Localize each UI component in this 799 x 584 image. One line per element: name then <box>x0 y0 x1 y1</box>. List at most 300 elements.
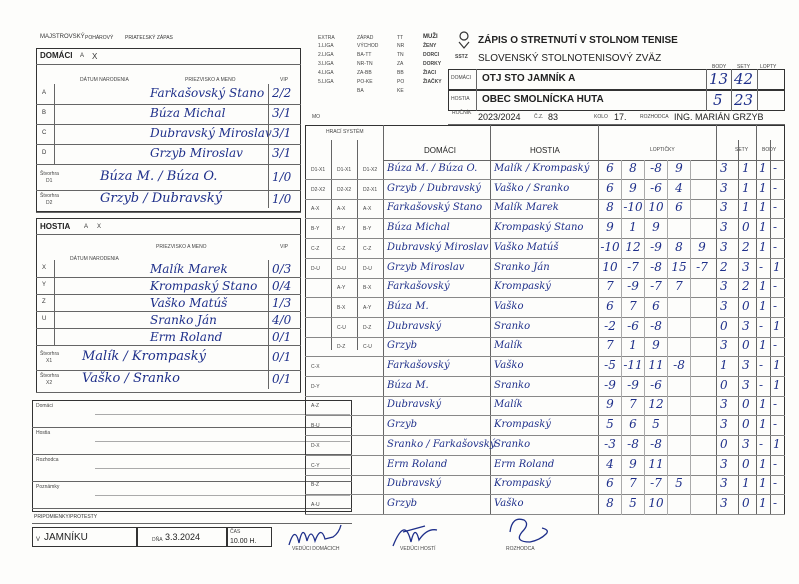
roster-player-vip: 1/3 <box>272 296 292 310</box>
home-sets: 3 <box>720 456 728 471</box>
away-sets: 3 <box>742 436 750 451</box>
doubles-vip: 1/0 <box>272 170 292 184</box>
roster-slot: Y <box>42 281 47 288</box>
home-player: Búza M. / Búza O. <box>387 163 478 174</box>
away-player: Vaško <box>494 497 524 509</box>
away-sets: 2 <box>742 279 750 294</box>
league-col-zapad: ZÁPAD <box>357 35 374 41</box>
doubles-names: Grzyb / Dubravský <box>100 191 223 206</box>
set-score: -9 <box>650 239 662 254</box>
home-sets: 3 <box>720 417 728 432</box>
sig2-label: VEDÚCI HOSTÍ <box>400 546 436 552</box>
away-player: Malík <box>494 399 523 411</box>
set-score: 10 <box>602 259 618 274</box>
set-score: -8 <box>673 358 685 372</box>
system-code-3: D1-X2 <box>363 167 378 173</box>
home-point: - <box>759 358 764 372</box>
league-cell: 3.LIGA <box>318 61 334 67</box>
roster-slot: X <box>42 264 47 271</box>
set-score: 11 <box>648 456 664 471</box>
date-label: DŇA <box>152 537 163 543</box>
roster-line <box>36 392 301 393</box>
home-player: Grzyb Miroslav <box>387 261 465 273</box>
roster-player-vip: 4/0 <box>272 313 292 327</box>
home-roster-x: X <box>92 52 98 61</box>
lopty-label: LOPTY <box>760 64 777 70</box>
home-sets: 3 <box>720 180 728 195</box>
set-score: -7 <box>650 476 662 491</box>
home-point: - <box>759 318 764 333</box>
notes-row-label: Poznámky <box>36 484 60 490</box>
roster-player-name: Dubravský Miroslav <box>150 126 272 140</box>
sety-header: SETY <box>735 147 749 153</box>
domaci-header: DOMÁCI <box>424 146 456 155</box>
home-point: 1 <box>759 417 767 432</box>
game-row <box>305 436 785 456</box>
away-point: 1 <box>773 358 781 372</box>
away-sety: 23 <box>734 91 754 109</box>
system-code-1: B-U <box>311 423 320 430</box>
system-code-2: D-Z <box>337 344 346 351</box>
home-col-date: DÁTUM NARODENIA <box>80 77 129 83</box>
system-code-2: D2-X2 <box>337 186 352 193</box>
home-point: - <box>759 377 764 392</box>
roster-line <box>36 124 301 125</box>
set-score: 8 <box>606 495 614 510</box>
roster-line <box>36 311 301 312</box>
set-score: -3 <box>604 436 616 451</box>
doubles-names: Vaško / Sranko <box>82 371 180 386</box>
time-label: ČAS <box>230 529 241 535</box>
set-score: 9 <box>652 338 660 353</box>
home-player: Farkašovský <box>387 281 450 293</box>
set-score: 12 <box>648 397 664 412</box>
league-cell: BB <box>397 70 404 76</box>
set-score: -6 <box>650 180 662 195</box>
league-cell: NR <box>397 43 405 49</box>
home-point: - <box>759 436 764 451</box>
away-point: - <box>773 338 778 353</box>
set-score: -8 <box>650 161 662 175</box>
home-roster-title: DOMÁCI <box>40 51 73 60</box>
league-cell: ŽIACI <box>423 70 437 76</box>
away-sets: 3 <box>742 358 750 372</box>
system-code-1: B-Z <box>311 482 320 489</box>
set-score: 10 <box>648 495 664 510</box>
roster-player-name: Sranko Ján <box>150 313 217 327</box>
system-code-3: D2-X1 <box>363 186 378 193</box>
away-player: Vaško <box>494 300 524 312</box>
away-player: Krompaský <box>494 419 551 431</box>
set-score: -5 <box>604 358 616 372</box>
system-code-2: D-U <box>337 265 346 272</box>
cz: 83 <box>548 112 559 122</box>
roster-player-vip: 0/1 <box>272 330 292 344</box>
league-cell: NR-TN <box>357 61 373 67</box>
away-player: Vaško <box>494 360 524 371</box>
system-code-1: D-U <box>311 265 320 272</box>
doubles-vip: 1/0 <box>272 192 292 206</box>
roster-slot: Z <box>42 298 46 305</box>
set-score: 6 <box>629 417 637 432</box>
system-code-3: D-Z <box>363 324 372 331</box>
league-cell: PO-KE <box>357 79 373 85</box>
home-point: - <box>759 259 764 274</box>
roster-line <box>36 164 301 165</box>
set-score: -9 <box>627 279 639 294</box>
away-point: - <box>773 239 778 254</box>
set-divider <box>621 160 622 515</box>
game-row <box>305 377 785 397</box>
roster-line <box>36 144 301 145</box>
league-cell: 5.LIGA <box>318 79 334 85</box>
system-code-2: D1-X1 <box>337 167 352 173</box>
set-score: -7 <box>650 279 662 294</box>
set-score: 7 <box>606 279 614 294</box>
set-score: -11 <box>623 358 643 372</box>
doubles-label: Štvorhra <box>40 351 59 357</box>
system-code-2: B-X <box>337 304 346 311</box>
sheet-title: ZÁPIS O STRETNUTÍ V STOLNOM TENISE <box>478 35 678 46</box>
system-code-1: D2-X2 <box>311 186 326 193</box>
roster-slot: A <box>42 90 47 96</box>
away-sets: 1 <box>742 200 750 215</box>
home-sety: 42 <box>734 70 754 88</box>
away-player: Sranko Ján <box>494 261 550 273</box>
system-code-1: D1-X1 <box>311 167 326 173</box>
away-sets: 1 <box>742 161 750 175</box>
away-sets: 0 <box>742 417 750 432</box>
doubles-label: Štvorhra <box>40 193 59 199</box>
home-point: 1 <box>759 397 767 412</box>
notes-line <box>32 427 352 428</box>
away-sets: 0 <box>742 338 750 353</box>
roster-line <box>36 104 301 105</box>
system-code-1: A-Z <box>311 403 320 410</box>
league-cell: TN <box>397 52 404 58</box>
away-point: - <box>773 298 778 313</box>
league-cell: VÝCHOD <box>357 43 379 49</box>
system-code-1: A-U <box>311 501 320 508</box>
league-cell: DORKY <box>423 61 442 67</box>
sstz-logo <box>456 30 472 50</box>
home-roster-a: A <box>80 53 85 59</box>
set-score: 5 <box>675 476 683 491</box>
mo-label: MO <box>312 114 321 120</box>
doubles-names: Búza M. / Búza O. <box>100 169 218 184</box>
set-score: 4 <box>606 456 614 471</box>
game-row <box>305 396 785 416</box>
set-score: -8 <box>650 259 662 274</box>
home-point: 1 <box>759 298 767 313</box>
set-score: 7 <box>629 397 637 412</box>
set-score: 9 <box>629 180 637 195</box>
home-point: 1 <box>759 338 767 353</box>
away-point: 1 <box>773 377 781 392</box>
home-point: 1 <box>759 279 767 294</box>
system-code-1: C-X <box>311 364 320 370</box>
set-score: 7 <box>606 338 614 353</box>
body-label: BODY <box>712 64 727 70</box>
away-point: 1 <box>773 436 781 451</box>
away-roster-a: A <box>84 224 89 230</box>
set-score: -10 <box>623 200 643 215</box>
tab-priatelsky: PRIATEĽSKÝ ZÁPAS <box>125 35 173 41</box>
lopticky-header: LOPTIČKY <box>650 147 675 153</box>
home-player: Grzyb / Dubravský <box>387 182 481 194</box>
hostia-header: HOSTIA <box>530 146 560 155</box>
set-score: -7 <box>627 259 639 274</box>
set-score: 7 <box>675 279 683 294</box>
sety-label: SETY <box>737 64 751 70</box>
away-col-vip: VIP <box>280 244 289 250</box>
home-point: 1 <box>759 456 767 471</box>
away-point: 1 <box>773 318 781 333</box>
away-point: - <box>773 476 778 491</box>
rocnik: 2023/2024 <box>478 112 521 122</box>
away-point: - <box>773 397 778 412</box>
doubles-vip: 0/1 <box>272 350 292 364</box>
protest-label: PRIPOMIENKY/PROTESTY <box>34 514 98 520</box>
home-point: 1 <box>759 200 767 215</box>
away-team-name: OBEC SMOLNÍCKA HUTA <box>482 94 604 105</box>
doubles-slot: X2 <box>46 380 53 386</box>
game-row <box>305 337 785 357</box>
date: 3.3.2024 <box>165 532 201 542</box>
away-sets: 3 <box>742 259 750 274</box>
league-cell: PO <box>397 79 405 85</box>
home-player: Erm Roland <box>387 458 448 470</box>
away-player: Sranko <box>494 438 531 450</box>
home-player: Búza Michal <box>387 222 450 234</box>
game-row <box>305 318 785 338</box>
org-subtitle: SLOVENSKÝ STOLNOTENISOVÝ ZVÄZ <box>478 53 662 64</box>
system-header: HRACÍ SYSTÉM <box>326 129 364 135</box>
league-col-extra: EXTRA <box>318 35 335 41</box>
away-sets: 0 <box>742 298 750 313</box>
system-code-1: C-Z <box>311 245 320 252</box>
set-score: 1 <box>629 338 637 353</box>
away-player: Malík / Krompaský <box>494 163 590 174</box>
set-score: 11 <box>648 358 664 372</box>
game-row <box>305 298 785 318</box>
away-point: 1 <box>773 259 781 274</box>
league-cell: ŽENY <box>423 43 437 49</box>
home-point: 1 <box>759 161 767 175</box>
roster-player-name: Vaško Matúš <box>150 296 228 310</box>
set-score: -6 <box>627 318 639 333</box>
set-score: 7 <box>629 298 637 313</box>
home-point: 1 <box>759 180 767 195</box>
set-score: -6 <box>650 377 662 392</box>
set-score: 9 <box>698 239 706 254</box>
system-code-3: C-U <box>363 344 372 351</box>
away-point: - <box>773 417 778 432</box>
home-col-vip: VIP <box>280 77 289 83</box>
league-col-muzi: MUŽI <box>423 34 438 40</box>
roster-vline <box>54 260 55 345</box>
set-score: -2 <box>604 318 616 333</box>
home-player: Búza M. <box>387 379 429 391</box>
set-score: 6 <box>606 161 614 175</box>
away-sets: 0 <box>742 456 750 471</box>
set-score: 12 <box>625 239 641 254</box>
system-code-3: A-X <box>363 206 372 213</box>
away-sets: 1 <box>742 180 750 195</box>
away-point: - <box>773 495 778 510</box>
home-point: 1 <box>759 495 767 510</box>
roster-player-name: Erm Roland <box>150 330 223 344</box>
rozhodca: ING. MARIÁN GRZYB <box>674 112 764 122</box>
home-sets: 3 <box>720 397 728 412</box>
notes-line <box>32 508 352 509</box>
doubles-names: Malík / Krompaský <box>82 349 206 364</box>
notes-row-label: Rozhodca <box>36 457 59 463</box>
set-score: 9 <box>606 397 614 412</box>
doubles-slot: D1 <box>46 178 53 184</box>
game-row <box>305 357 785 377</box>
doubles-label: Štvorhra <box>40 373 59 379</box>
home-player: Grzyb <box>387 497 418 509</box>
league-cell: DORCI <box>423 52 440 58</box>
doubles-label: Štvorhra <box>40 171 59 177</box>
roster-slot: C <box>42 130 47 136</box>
doubles-slot: X1 <box>46 358 53 364</box>
place-label: V <box>36 537 41 543</box>
set-score: 5 <box>606 417 614 432</box>
system-code-2: C-Z <box>337 245 346 252</box>
home-sets: 3 <box>720 338 728 353</box>
tab-majstrovsky: MAJSTROVSKÝ <box>40 34 85 40</box>
away-point: - <box>773 200 778 215</box>
system-code-3: A-Y <box>363 304 372 311</box>
away-point: - <box>773 456 778 471</box>
system-code-2: B-Y <box>337 226 346 233</box>
home-sets: 3 <box>720 161 728 175</box>
tab-pohar: POHÁROVÝ <box>85 35 114 41</box>
away-sets: 0 <box>742 220 750 235</box>
away-sets: 0 <box>742 397 750 412</box>
league-cell: ZA-BB <box>357 70 372 76</box>
home-sets: 3 <box>720 220 728 235</box>
roster-player-vip: 3/1 <box>272 146 292 160</box>
set-score: -9 <box>604 377 616 392</box>
set-score: 6 <box>606 476 614 491</box>
home-body: 13 <box>709 70 729 88</box>
set-score: 8 <box>675 239 683 254</box>
roster-player-name: Krompaský Stano <box>150 279 258 293</box>
home-sets: 3 <box>720 495 728 510</box>
roster-player-name: Malík Marek <box>150 262 228 276</box>
roster-slot: B <box>42 110 47 116</box>
league-cell: KE <box>397 88 404 94</box>
body-header: BODY <box>762 147 777 153</box>
system-code-1: B-Y <box>311 226 320 233</box>
away-sets: 2 <box>742 239 750 254</box>
set-score: 6 <box>606 298 614 313</box>
notes-row-label: Hostia <box>36 430 51 436</box>
away-body: 5 <box>713 91 723 109</box>
rocnik-label: ROČNÍK <box>452 110 472 116</box>
set-score: 8 <box>606 200 614 215</box>
home-player: Dubravský <box>387 320 442 332</box>
set-score: 8 <box>629 161 637 175</box>
away-player: Krompaský <box>494 478 551 490</box>
system-code-2: A-X <box>337 206 346 213</box>
away-label: HOSTIA <box>451 96 470 102</box>
set-divider <box>690 160 691 515</box>
league-cell: BA-TT <box>357 52 372 58</box>
notes-row-label: Domáci <box>36 403 53 409</box>
system-code-1: A-X <box>311 206 320 213</box>
doubles-vip: 0/1 <box>272 372 292 386</box>
set-score: 1 <box>629 220 637 235</box>
set-score: -10 <box>600 239 620 254</box>
away-col-date: DÁTUM NARODENIA <box>70 256 119 262</box>
set-score: 15 <box>671 259 687 274</box>
set-score: -8 <box>650 436 662 451</box>
home-player: Sranko / Farkašovský <box>387 438 496 450</box>
roster-player-name: Búza Michal <box>150 106 226 120</box>
home-sets: 3 <box>720 200 728 215</box>
away-player: Vaško / Sranko <box>494 182 570 194</box>
set-score: 10 <box>648 200 664 215</box>
away-point: - <box>773 161 778 175</box>
system-code-2: A-Y <box>337 285 346 292</box>
set-score: -8 <box>627 436 639 451</box>
system-code-3: D-U <box>363 265 372 272</box>
set-score: 6 <box>606 180 614 195</box>
set-score: -7 <box>696 259 708 274</box>
kolo: 17. <box>614 112 627 122</box>
roster-line <box>36 212 301 213</box>
roster-player-vip: 0/3 <box>272 262 292 276</box>
set-score: -9 <box>627 377 639 392</box>
set-divider <box>644 160 645 515</box>
home-col-name: PRIEZVISKO A MENO <box>185 77 236 83</box>
league-cell: 4.LIGA <box>318 70 334 76</box>
home-point: 1 <box>759 239 767 254</box>
home-sets: 0 <box>720 318 728 333</box>
set-score: 7 <box>629 476 637 491</box>
roster-line <box>36 328 301 329</box>
home-player: Dubravský <box>387 399 442 411</box>
league-cell: 2.LIGA <box>318 52 334 58</box>
home-player: Dubravský <box>387 478 442 490</box>
roster-player-vip: 3/1 <box>272 126 292 140</box>
roster-slot: U <box>42 315 47 322</box>
set-score: 9 <box>652 220 660 235</box>
sig1-label: VEDÚCI DOMÁCICH <box>292 546 340 552</box>
away-player: Krompaský <box>494 281 551 293</box>
roster-player-name: Grzyb Miroslav <box>150 146 243 160</box>
system-code-3: B-X <box>363 285 372 292</box>
away-player: Erm Roland <box>494 458 555 470</box>
home-sets: 1 <box>720 358 728 372</box>
roster-line <box>36 277 301 278</box>
kolo-label: KOLO <box>594 114 608 120</box>
system-code-1: D-X <box>311 442 320 449</box>
home-team-name: OTJ STO JAMNÍK A <box>482 73 576 84</box>
away-point: - <box>773 279 778 294</box>
away-point: - <box>773 220 778 235</box>
set-score: 6 <box>652 298 660 313</box>
away-player: Malík Marek <box>494 202 559 214</box>
notes-line <box>32 481 352 482</box>
home-point: 1 <box>759 476 767 491</box>
home-player: Búza M. <box>387 300 429 312</box>
place: JAMNÍKU <box>44 532 88 543</box>
